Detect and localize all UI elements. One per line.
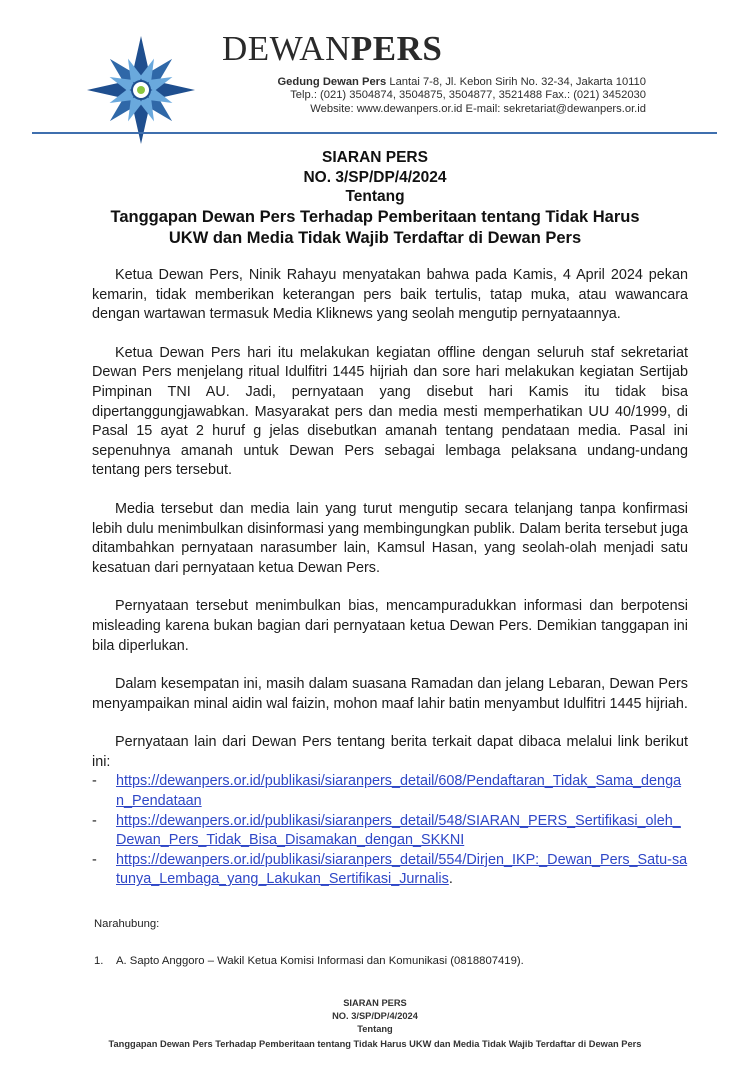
list-item xyxy=(92,812,688,851)
footer-subject: Tanggapan Dewan Pers Terhadap Pemberitaan tentang Tidak Harus UKW dan Media Tidak Wajib Terdaftar di Dewan Pers xyxy=(108,1039,642,1049)
heading-subject-line-1: Tanggapan Dewan Pers Terhadap Pemberitaan tentang Tidak Harus xyxy=(110,207,640,226)
list-item xyxy=(92,851,688,890)
heading-subject-line-2: UKW dan Media Tidak Wajib Terdaftar di Dewan Pers xyxy=(168,228,582,247)
release-heading xyxy=(60,148,690,249)
paragraph-2: Ketua Dewan Pers hari itu melakukan kegiatan offline dengan seluruh staf sekretariat Dewan Pers menjelang ritual Idulfitri 1445 hijriah dan sore hari melakukan kegiatan Sertijab Pimpinan TNI AU. Jadi, pernyataan yang disebut hari Kamis itu tidak bisa dipertanggungjawabkan. Masyarakat pers dan media mesti memperhatikan UU 40/1999, di Pasal 15 ayat 2 huruf g jelas disebutkan amanah tentang pendataan media. Pasal ini sepenuhnya amanah untuk Dewan Pers sebagai lembaga pelaksana undang-undang tentang pers tersebut. xyxy=(92,344,688,479)
footer-number: NO. 3/SP/DP/4/2024 xyxy=(332,1011,418,1021)
list-bullet: - xyxy=(92,773,97,790)
heading-siaran-pers: SIARAN PERS xyxy=(322,149,428,166)
contact-number: 1. xyxy=(94,955,104,967)
release-body xyxy=(92,266,688,890)
contact-text: A. Sapto Anggoro – Wakil Ketua Komisi Informasi dan Komunikasi (0818807419). xyxy=(116,955,524,967)
related-link-554[interactable]: https://dewanpers.or.id/publikasi/siaranpers_detail/554/Dirjen_IKP:_Dewan_Pers_Satu-satunya_Lembaga_yang_Lakukan_Sertifikasi_Jurnalis xyxy=(116,851,688,888)
paragraph-4: Pernyataan tersebut menimbulkan bias, mencampuradukkan informasi dan berpotensi misleading karena bukan bagian dari pernyataan ketua Dewan Pers. Demikian tanggapan ini bila diperlukan. xyxy=(92,598,688,654)
list-final-period: . xyxy=(448,871,453,888)
list-bullet: - xyxy=(92,812,97,829)
related-links-list xyxy=(92,772,688,890)
related-link-608[interactable]: https://dewanpers.or.id/publikasi/siaranpers_detail/608/Pendaftaran_Tidak_Sama_dengan_Pendataan xyxy=(116,773,682,810)
brand-name xyxy=(222,29,442,69)
letterhead-divider xyxy=(32,132,717,134)
page-footer xyxy=(40,997,710,1052)
address-building: Gedung Dewan Pers xyxy=(277,76,387,88)
address-street: Lantai 7-8, Jl. Kebon Sirih No. 32-34, Jakarta 10110 xyxy=(386,76,646,88)
list-bullet: - xyxy=(92,851,97,868)
website-line: Website: www.dewanpers.or.id E-mail: sekretariat@dewanpers.or.id xyxy=(310,102,646,115)
phone-line: Telp.: (021) 3504874, 3504875, 3504877, 3521488 Fax.: (021) 3452030 xyxy=(290,89,646,102)
contact-item xyxy=(94,955,524,967)
star-compass-logo-icon xyxy=(85,34,197,146)
paragraph-6: Pernyataan lain dari Dewan Pers tentang berita terkait dapat dibaca melalui link berikut ini: xyxy=(92,734,688,770)
heading-number: NO. 3/SP/DP/4/2024 xyxy=(303,168,447,186)
footer-siaran-pers: SIARAN PERS xyxy=(343,998,407,1008)
paragraph-3: Media tersebut dan media lain yang turut mengutip secara telanjang tanpa konfirmasi lebih dulu menimbulkan disinformasi yang membingungkan publik. Dalam berita tersebut juga ditambahkan pernyataan narasumber lain, Kamsul Hasan, yang seolah-olah menjadi satu kesatuan dari pernyataan ketua Dewan Pers. xyxy=(92,500,688,576)
list-item xyxy=(92,772,688,811)
heading-tentang: Tentang xyxy=(345,188,405,205)
paragraph-1: Ketua Dewan Pers, Ninik Rahayu menyatakan bahwa pada Kamis, 4 April 2024 pekan kemarin, tidak memberikan keterangan pers baik tertulis, tatap muka, atau wawancara dengan wartawan termasuk Media Kliknews yang seolah mengutip pernyataannya. xyxy=(92,267,688,323)
letterhead-address xyxy=(266,76,646,116)
brand-dewan: DEWAN xyxy=(222,29,351,68)
brand-pers: PERS xyxy=(350,29,443,68)
related-link-548[interactable]: https://dewanpers.or.id/publikasi/siaranpers_detail/548/SIARAN_PERS_Sertifikasi_oleh_Dewan_Pers_Tidak_Bisa_Disamakan_dengan_SKKNI xyxy=(116,812,681,849)
paragraph-5: Dalam kesempatan ini, masih dalam suasana Ramadan dan jelang Lebaran, Dewan Pers menyampaikan minal aidin wal faizin, mohon maaf lahir batin menyambut Idulfitri 1445 hijriah. xyxy=(92,676,688,712)
footer-tentang: Tentang xyxy=(357,1024,393,1034)
contact-label: Narahubung: xyxy=(94,918,160,930)
address-line xyxy=(266,76,646,89)
